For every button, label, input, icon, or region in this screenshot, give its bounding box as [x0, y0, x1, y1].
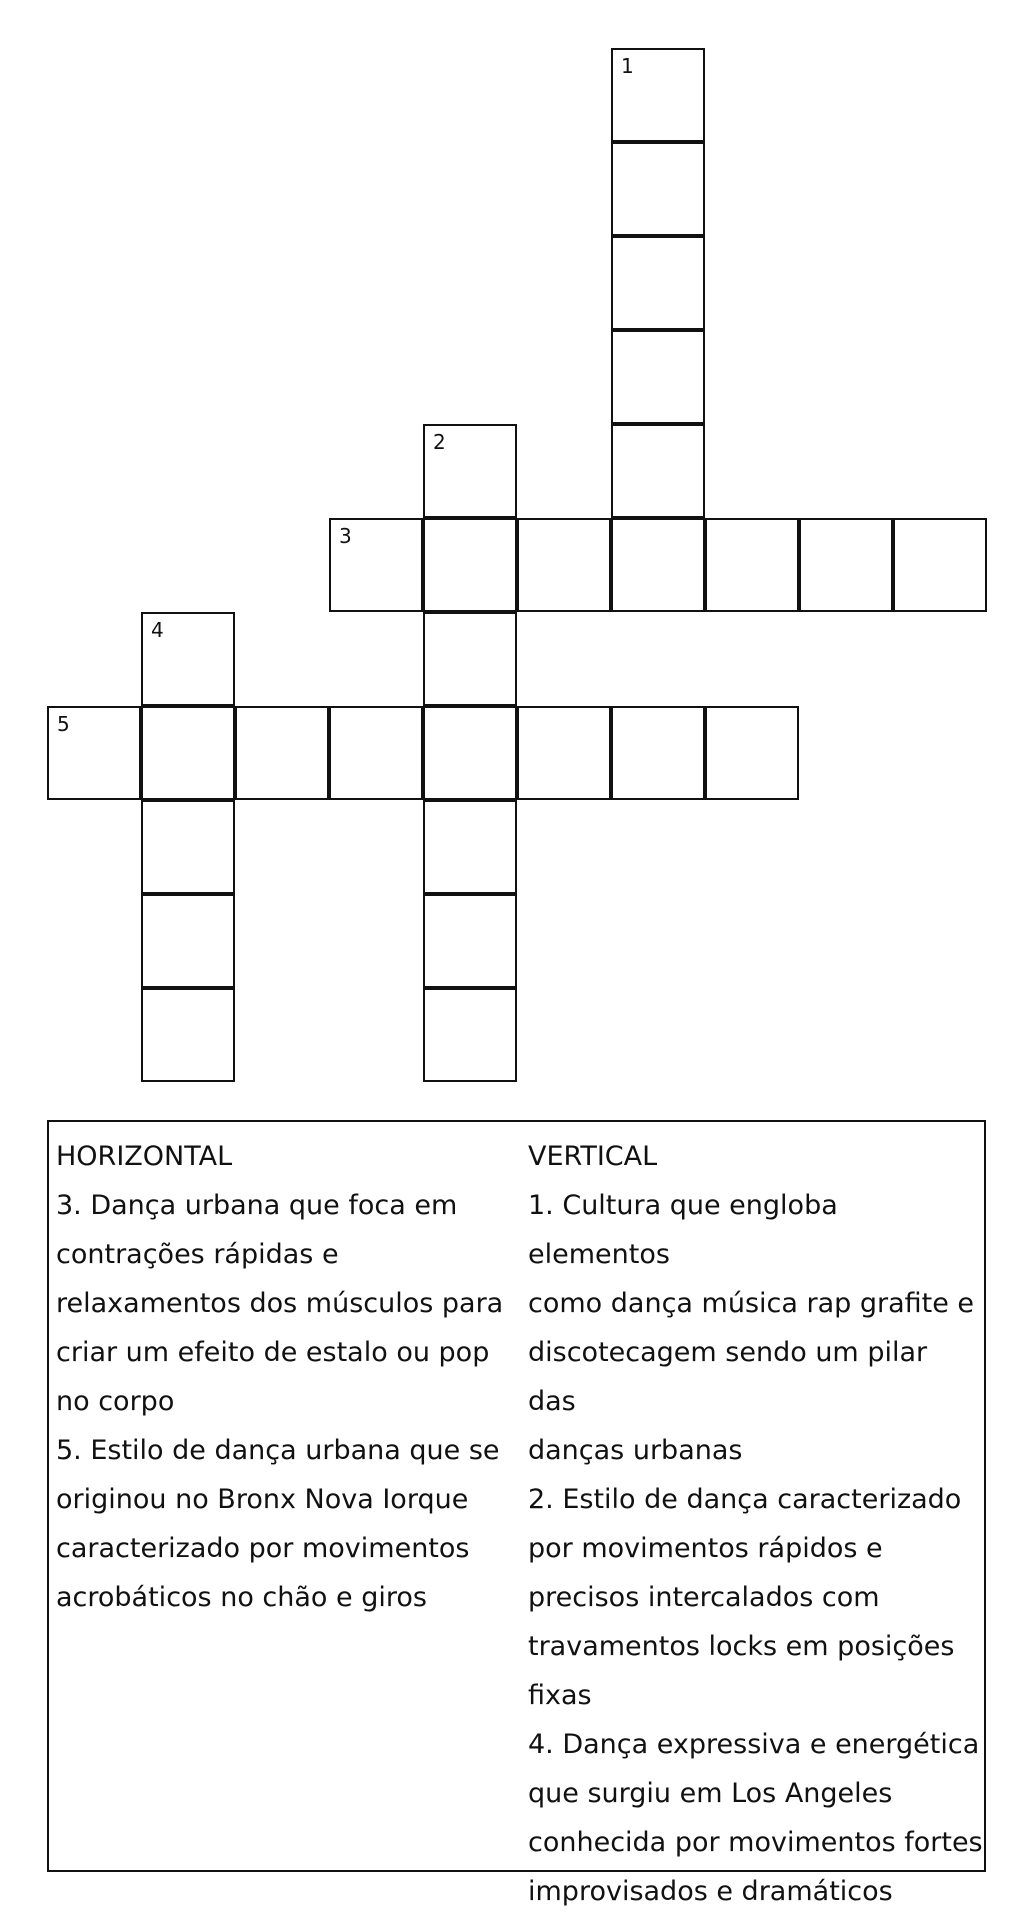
- grid-cell[interactable]: [611, 330, 705, 424]
- clue-box: [47, 1120, 986, 1907]
- grid-cell[interactable]: [423, 894, 517, 988]
- grid-cell[interactable]: [611, 142, 705, 236]
- clue-number: 3: [339, 524, 352, 548]
- clue-2-line: fixas: [528, 1680, 592, 1711]
- clue-4-line: 4. Dança expressiva e energética: [528, 1729, 980, 1760]
- clue-5: [56, 1426, 516, 1622]
- clue-5-line: caracterizado por movimentos: [56, 1533, 470, 1564]
- clue-number: 5: [57, 712, 70, 736]
- grid-cell[interactable]: [611, 48, 705, 142]
- grid-cell[interactable]: [705, 706, 799, 800]
- clue-3-line: relaxamentos dos músculos para: [56, 1288, 504, 1319]
- grid-cell[interactable]: [423, 988, 517, 1082]
- grid-cell[interactable]: [141, 894, 235, 988]
- grid-cell[interactable]: [141, 706, 235, 800]
- clue-5-line: acrobáticos no chão e giros: [56, 1582, 427, 1613]
- grid-cell[interactable]: [235, 706, 329, 800]
- horizontal-clues: [56, 1132, 516, 1622]
- clue-number: 4: [151, 618, 164, 642]
- clue-3: [56, 1181, 516, 1426]
- clue-2-line: por movimentos rápidos e: [528, 1533, 883, 1564]
- clue-2: [528, 1475, 983, 1720]
- grid-cell[interactable]: [423, 706, 517, 800]
- horizontal-heading: HORIZONTAL: [56, 1141, 233, 1172]
- grid-cell[interactable]: [517, 518, 611, 612]
- grid-cell[interactable]: [611, 424, 705, 518]
- clue-4-line: conhecida por movimentos fortes: [528, 1827, 983, 1858]
- grid-cell[interactable]: [329, 518, 423, 612]
- clue-2-line: travamentos locks em posições: [528, 1631, 955, 1662]
- clue-2-line: precisos intercalados com: [528, 1582, 880, 1613]
- grid-cell[interactable]: [611, 706, 705, 800]
- grid-cell[interactable]: [141, 800, 235, 894]
- clue-number: 1: [621, 54, 634, 78]
- clue-4: [528, 1720, 983, 1916]
- clue-3-line: no corpo: [56, 1386, 175, 1417]
- vertical-heading: VERTICAL: [528, 1141, 658, 1172]
- clue-2-line: 2. Estilo de dança caracterizado: [528, 1484, 962, 1515]
- clue-3-line: contrações rápidas e: [56, 1239, 339, 1270]
- grid-cell[interactable]: [329, 706, 423, 800]
- grid-cell[interactable]: [799, 518, 893, 612]
- clue-5-line: originou no Bronx Nova Iorque: [56, 1484, 469, 1515]
- grid-cell[interactable]: [423, 424, 517, 518]
- grid-cell[interactable]: [517, 706, 611, 800]
- grid-cell[interactable]: [611, 236, 705, 330]
- clue-1-line: discotecagem sendo um pilar das: [528, 1337, 928, 1417]
- clue-4-line: improvisados e dramáticos: [528, 1876, 893, 1907]
- grid-cell[interactable]: [141, 988, 235, 1082]
- clue-1-line: como dança música rap grafite e: [528, 1288, 975, 1319]
- clue-1-line: danças urbanas: [528, 1435, 743, 1466]
- clue-3-line: 3. Dança urbana que foca em: [56, 1190, 458, 1221]
- clue-3-line: criar um efeito de estalo ou pop: [56, 1337, 490, 1368]
- clue-5-line: 5. Estilo de dança urbana que se: [56, 1435, 500, 1466]
- vertical-clues: [528, 1132, 983, 1916]
- clue-4-line: que surgiu em Los Angeles: [528, 1778, 893, 1809]
- clue-1: [528, 1181, 983, 1475]
- grid-cell[interactable]: [423, 800, 517, 894]
- clue-1-line: 1. Cultura que engloba elementos: [528, 1190, 838, 1270]
- grid-cell[interactable]: [705, 518, 799, 612]
- grid-cell[interactable]: [47, 706, 141, 800]
- grid-cell[interactable]: [423, 518, 517, 612]
- grid-cell[interactable]: [423, 612, 517, 706]
- grid-cell[interactable]: [141, 612, 235, 706]
- clue-number: 2: [433, 430, 446, 454]
- grid-cell[interactable]: [611, 518, 705, 612]
- grid-cell[interactable]: [893, 518, 987, 612]
